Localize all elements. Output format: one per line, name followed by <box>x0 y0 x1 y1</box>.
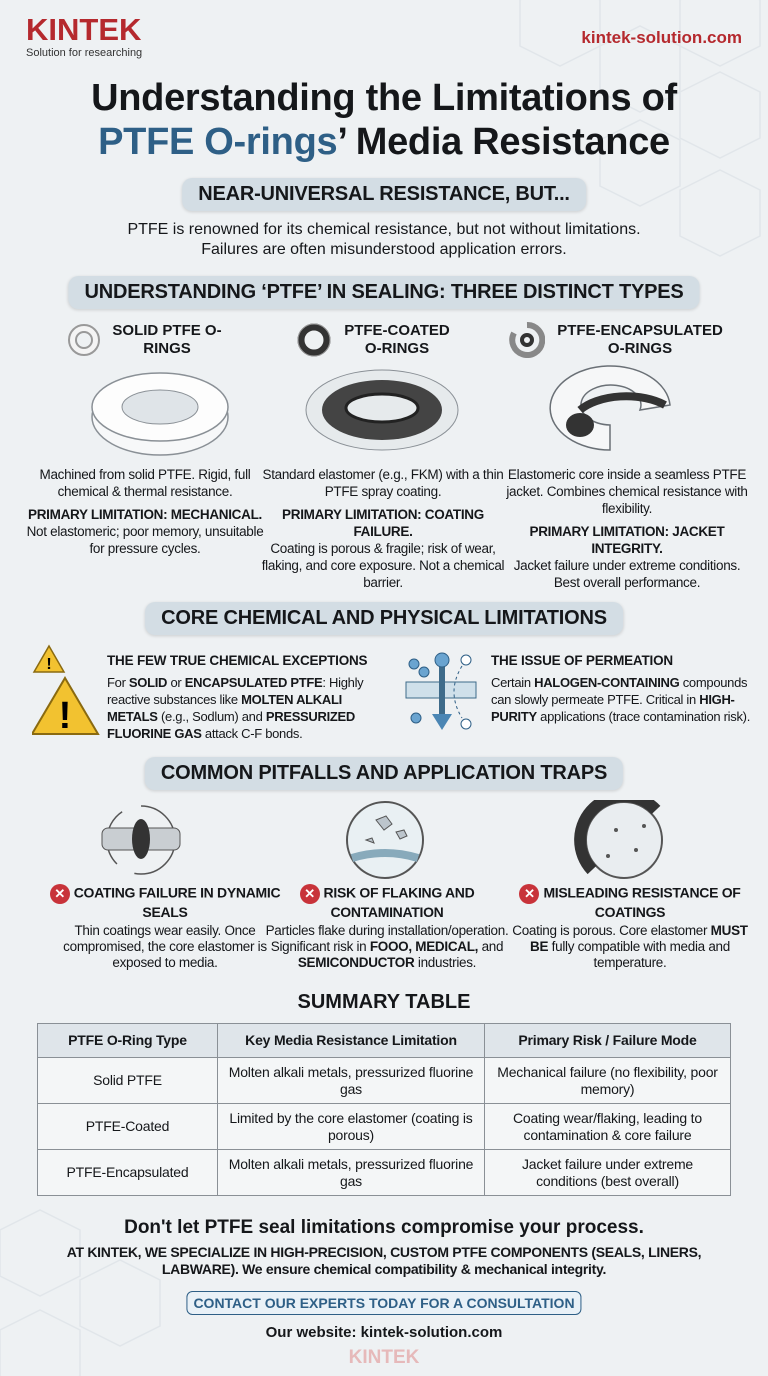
exceptions-title: THE FEW TRUE CHEMICAL EXCEPTIONS <box>107 653 368 668</box>
permeation-icon <box>402 652 480 734</box>
permeation-title: THE ISSUE OF PERMEATION <box>491 653 673 668</box>
coated-ring-image <box>306 370 458 450</box>
column-header: Primary Risk / Failure Mode <box>485 1024 731 1058</box>
table-cell: Mechanical failure (no flexibility, poor memory) <box>485 1058 731 1104</box>
table-cell: Solid PTFE <box>38 1058 218 1104</box>
table-row <box>38 1104 731 1150</box>
permeation-text: Certain HALOGEN-CONTAINING compounds can slowly permeate PTFE. Critical in HIGH-PURITY applications (trace contamination risk). <box>491 675 751 724</box>
type-title: SOLID PTFE O-RINGS <box>112 322 222 357</box>
type-limitation: PRIMARY LIMITATION: COATING FAILURE. <box>282 507 484 539</box>
table-cell: PTFE-Coated <box>38 1104 218 1150</box>
brand-tagline: Solution for researching <box>26 47 143 59</box>
flaking-icon <box>347 802 423 878</box>
type-coated <box>262 322 512 358</box>
pitfall-misleading-resistance <box>505 884 755 971</box>
dynamic-seal-icon <box>102 806 180 874</box>
pitfall-text: Particles flake during installation/operation. Significant risk in FOOO, MEDICAL, and SEMICONDUCTOR industries. <box>265 923 509 970</box>
footer-logo: KINTEK <box>348 1347 420 1368</box>
types-banner: UNDERSTANDING ‘PTFE’ IN SEALING: THREE DISTINCT TYPES <box>68 276 699 309</box>
intro-banner: NEAR-UNIVERSAL RESISTANCE, BUT... <box>182 178 586 211</box>
kintek-logo <box>26 14 142 59</box>
error-x-icon: ✕ <box>519 884 539 904</box>
type-title: PTFE-COATED O-RINGS <box>344 322 450 357</box>
svg-text:!: ! <box>46 656 52 673</box>
column-header: PTFE O-Ring Type <box>38 1024 218 1058</box>
pitfall-title: ✕ RISK OF FLAKING AND CONTAMINATION <box>262 884 512 920</box>
website-link[interactable]: Our website: kintek-solution.com <box>265 1324 503 1341</box>
cta-body: AT KINTEK, WE SPECIALIZE IN HIGH-PRECISION, CUSTOM PTFE COMPONENTS (SEALS, LINERS, LABWARE). We ensure chemical compatibility & mechanical integrity. <box>66 1244 702 1277</box>
exceptions-text: For SOLID or ENCAPSULATED PTFE: Highly reactive substances like MOLTEN ALKALI METALS (e.g., Sodlum) and PRESSURIZED FLUORINE GAS attack C-F bonds. <box>107 675 364 741</box>
type-solid-description <box>20 466 270 557</box>
table-header-row <box>38 1024 731 1058</box>
summary-title: SUMMARY TABLE <box>297 991 471 1013</box>
cta-headline: Don't let PTFE seal limitations compromise your process. <box>124 1217 644 1238</box>
pitfall-flaking <box>262 884 512 971</box>
table-cell: Jacket failure under extreme conditions (best overall) <box>485 1150 731 1196</box>
page-title <box>0 76 768 164</box>
porous-coating-icon <box>580 800 662 878</box>
column-header: Key Media Resistance Limitation <box>218 1024 485 1058</box>
error-x-icon: ✕ <box>300 884 320 904</box>
table-row <box>38 1150 731 1196</box>
table-row <box>38 1058 731 1104</box>
coated-ring-icon <box>296 322 332 358</box>
title-line-1: Understanding the Limitations of <box>91 77 677 119</box>
error-x-icon: ✕ <box>50 884 70 904</box>
type-solid <box>40 322 290 358</box>
type-desc: Machined from solid PTFE. Rigid, full chemical & thermal resistance. <box>39 467 251 499</box>
type-title: PTFE-ENCAPSULATED O-RINGS <box>557 322 723 357</box>
intro-line-1: PTFE is renowned for its chemical resistance, but not without limitations. <box>127 221 641 238</box>
type-detail: Jacket failure under extreme conditions. Best overall performance. <box>513 558 741 590</box>
svg-text:!: ! <box>58 695 72 736</box>
type-coated-description <box>258 466 508 591</box>
type-desc: Elastomeric core inside a seamless PTFE jacket. Combines chemical resistance with flexibility. <box>506 467 748 516</box>
pitfall-text: Coating is porous. Core elastomer MUST BE fully compatible with media and temperature. <box>512 923 748 970</box>
core-banner: CORE CHEMICAL AND PHYSICAL LIMITATIONS <box>145 602 623 635</box>
table-cell: Molten alkali metals, pressurized fluorine gas <box>218 1150 485 1196</box>
intro-text <box>0 220 768 260</box>
permeation-issue <box>491 653 751 725</box>
solid-ring-image <box>92 373 228 455</box>
type-detail: Not elastomeric; poor memory, unsuitable for pressure cycles. <box>26 524 264 556</box>
type-limitation: PRIMARY LIMITATION: MECHANICAL. <box>28 507 262 522</box>
pitfall-dynamic-seals <box>40 884 290 971</box>
table-cell: PTFE-Encapsulated <box>38 1150 218 1196</box>
pitfall-text: Thin coatings wear easily. Once compromised, the core elastomer is exposed to media. <box>63 923 267 970</box>
warning-icon <box>32 644 102 736</box>
contact-experts-button[interactable]: CONTACT OUR EXPERTS TODAY FOR A CONSULTATION <box>186 1291 581 1315</box>
encapsulated-ring-image <box>550 366 670 450</box>
pitfalls-banner: COMMON PITFALLS AND APPLICATION TRAPS <box>145 757 623 790</box>
table-cell: Molten alkali metals, pressurized fluorine gas <box>218 1058 485 1104</box>
pitfall-title: ✕ MISLEADING RESISTANCE OF COATINGS <box>505 884 755 920</box>
title-line-2: ’ Media Resistance <box>337 121 670 163</box>
type-desc: Standard elastomer (e.g., FKM) with a thin PTFE spray coating. <box>262 467 504 499</box>
type-encapsulated <box>505 322 755 358</box>
solid-ring-icon <box>66 322 102 358</box>
brand-name: KINTEK <box>26 12 142 47</box>
type-detail: Coating is porous & fragile; risk of wear, flaking, and core exposure. Not a chemical barrier. <box>261 541 505 590</box>
title-highlight: PTFE O-rings <box>98 121 338 163</box>
intro-line-2: Failures are often misunderstood application errors. <box>201 241 567 258</box>
site-url[interactable]: kintek-solution.com <box>581 28 742 47</box>
pitfall-illustrations <box>96 800 676 882</box>
summary-table <box>37 1023 731 1196</box>
pitfall-title: ✕ COATING FAILURE IN DYNAMIC SEALS <box>40 884 290 920</box>
encapsulated-ring-icon <box>509 322 545 358</box>
table-cell: Limited by the core elastomer (coating is porous) <box>218 1104 485 1150</box>
type-encapsulated-description <box>502 466 752 591</box>
table-cell: Coating wear/flaking, leading to contamination & core failure <box>485 1104 731 1150</box>
type-limitation: PRIMARY LIMITATION: JACKET INTEGRITY. <box>529 524 725 556</box>
o-ring-illustrations <box>80 365 700 460</box>
chemical-exceptions <box>107 653 387 742</box>
